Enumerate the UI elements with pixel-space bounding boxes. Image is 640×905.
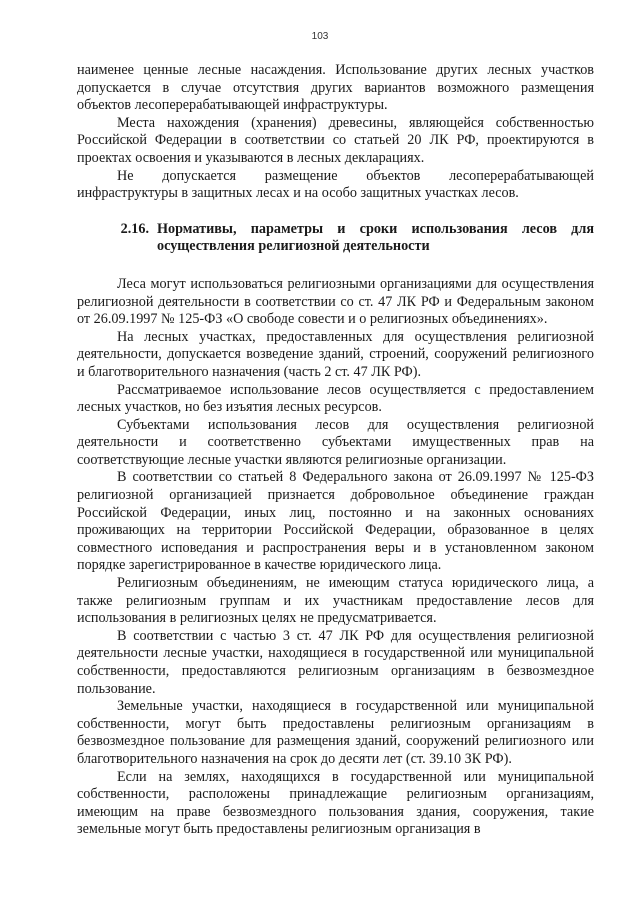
paragraph: Религиозным объединениям, не имеющим статуса юридического лица, а также религиозным группам и их участникам предоставление лесов для использования в религиозных целях не предусматривается. [77, 575, 594, 627]
section-heading [77, 221, 594, 256]
paragraph: В соответствии со статьей 8 Федерального закона от 26.09.1997 № 125-ФЗ религиозной организацией признается добровольное объединение граждан Российской Федерации, иных лиц, постоянно и на законных основаниях проживающих на территории Российской Федерации, образованное в целях совместного исповедания и распространения веры и в установленном законом порядке зарегистрированное в качестве юридического лица. [77, 469, 594, 574]
paragraph: Места нахождения (хранения) древесины, являющейся собственностью Российской Федерации в соответствии со статьей 20 ЛК РФ, проектируются в проектах освоения и указываются в лесных декларациях. [77, 114, 594, 166]
document-body [77, 62, 594, 839]
paragraph: Рассматриваемое использование лесов осуществляется с предоставлением лесных участков, но без изъятия лесных ресурсов. [77, 381, 594, 416]
paragraph: Субъектами использования лесов для осуществления религиозной деятельности и соответственно субъектами имущественных прав на соответствующие лесные участки являются религиозные организации. [77, 416, 594, 468]
section-title: Нормативы, параметры и сроки использования лесов для осуществления религиозной деятельности [157, 220, 594, 255]
page-number: 103 [311, 31, 329, 42]
paragraph: Если на землях, находящихся в государственной или муниципальной собственности, расположены принадлежащие религиозным организациям, имеющим на праве безвозмездного пользования здания, сооружения, такие земельные могут быть предоставлены религиозным организация в [77, 768, 594, 838]
paragraph: На лесных участках, предоставленных для осуществления религиозной деятельности, допускается возведение зданий, строений, сооружений религиозного и благотворительного назначения (часть 2 ст. 47 ЛК РФ). [77, 328, 594, 380]
section-number: 2.16. [120, 220, 149, 237]
paragraph: Не допускается размещение объектов лесоперерабатывающей инфраструктуры в защитных лесах и на особо защитных участках лесов. [77, 167, 594, 202]
paragraph: Леса могут использоваться религиозными организациями для осуществления религиозной деятельности в соответствии со ст. 47 ЛК РФ и Федеральным законом от 26.09.1997 № 125-ФЗ «О свободе совести и о религиозных объединениях». [77, 275, 594, 328]
paragraph: Земельные участки, находящиеся в государственной или муниципальной собственности, могут быть предоставлены религиозным организациям в безвозмездное пользование для размещения зданий, сооружений религиозного или благотворительного назначения на срок до десяти лет (ст. 39.10 ЗК РФ). [77, 698, 594, 767]
paragraph: В соответствии с частью 3 ст. 47 ЛК РФ для осуществления религиозной деятельности лесные участки, находящиеся в государственной или муниципальной собственности, предоставляются религиозным организациям в безвозмездное пользование. [77, 627, 594, 697]
paragraph: наименее ценные лесные насаждения. Использование других лесных участков допускается в случае отсутствия других вариантов возможного размещения объектов лесоперерабатывающей инфраструктуры. [77, 62, 594, 114]
